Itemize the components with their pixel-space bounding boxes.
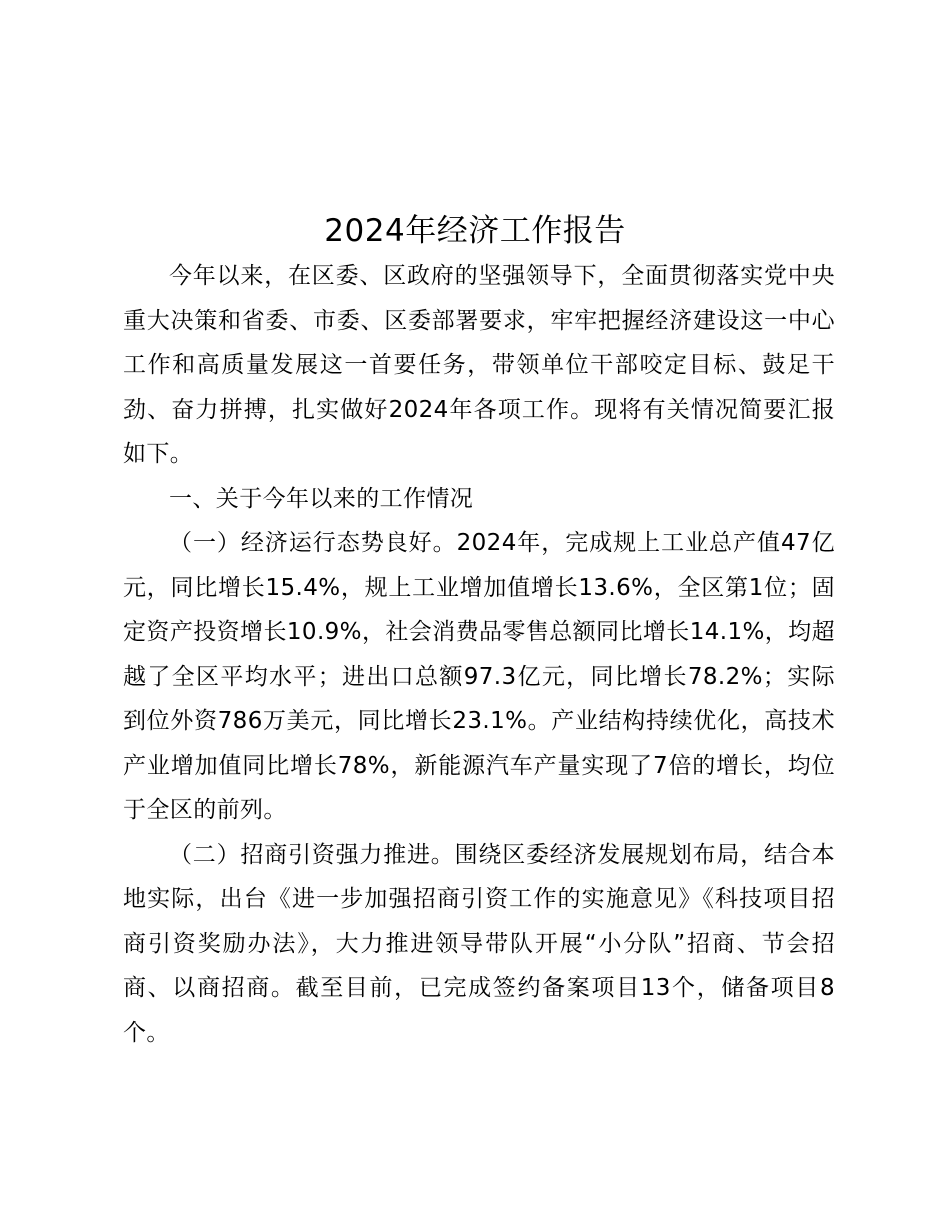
economy-paragraph: （一）经济运行态势良好。2024年，完成规上工业总产值47亿元，同比增长15.4%，规上工业增加值增长13.6%，全区第1位；固定资产投资增长10.9%，社会消费品零售总额同比增长14.1%，均超越了全区平均水平；进出口总额97.3亿元，同比增长78.2%；实际到位外资786万美元，同比增长23.1%。产业结构持续优化，高技术产业增加值同比增长78%，新能源汽车产量实现了7倍的增长，均位于全区的前列。 [123, 530, 835, 823]
section-heading: 一、关于今年以来的工作情况 [169, 485, 474, 512]
intro-paragraph: 今年以来，在区委、区政府的坚强领导下，全面贯彻落实党中央重大决策和省委、市委、区委部署要求，牢牢把握经济建设这一中心工作和高质量发展这一首要任务，带领单位干部咬定目标、鼓足干劲、奋力拼搏，扎实做好2024年各项工作。现将有关情况简要汇报如下。 [123, 263, 835, 467]
document-body [123, 254, 835, 1055]
investment-paragraph: （二）招商引资强力推进。围绕区委经济发展规划布局，结合本地实际，出台《进一步加强招商引资工作的实施意见》《科技项目招商引资奖励办法》，大力推进领导带队开展“小分队”招商、节会招商、以商招商。截至目前，已完成签约备案项目13个，储备项目8个。 [123, 841, 835, 1046]
document-title: 2024年经济工作报告 [324, 213, 626, 249]
